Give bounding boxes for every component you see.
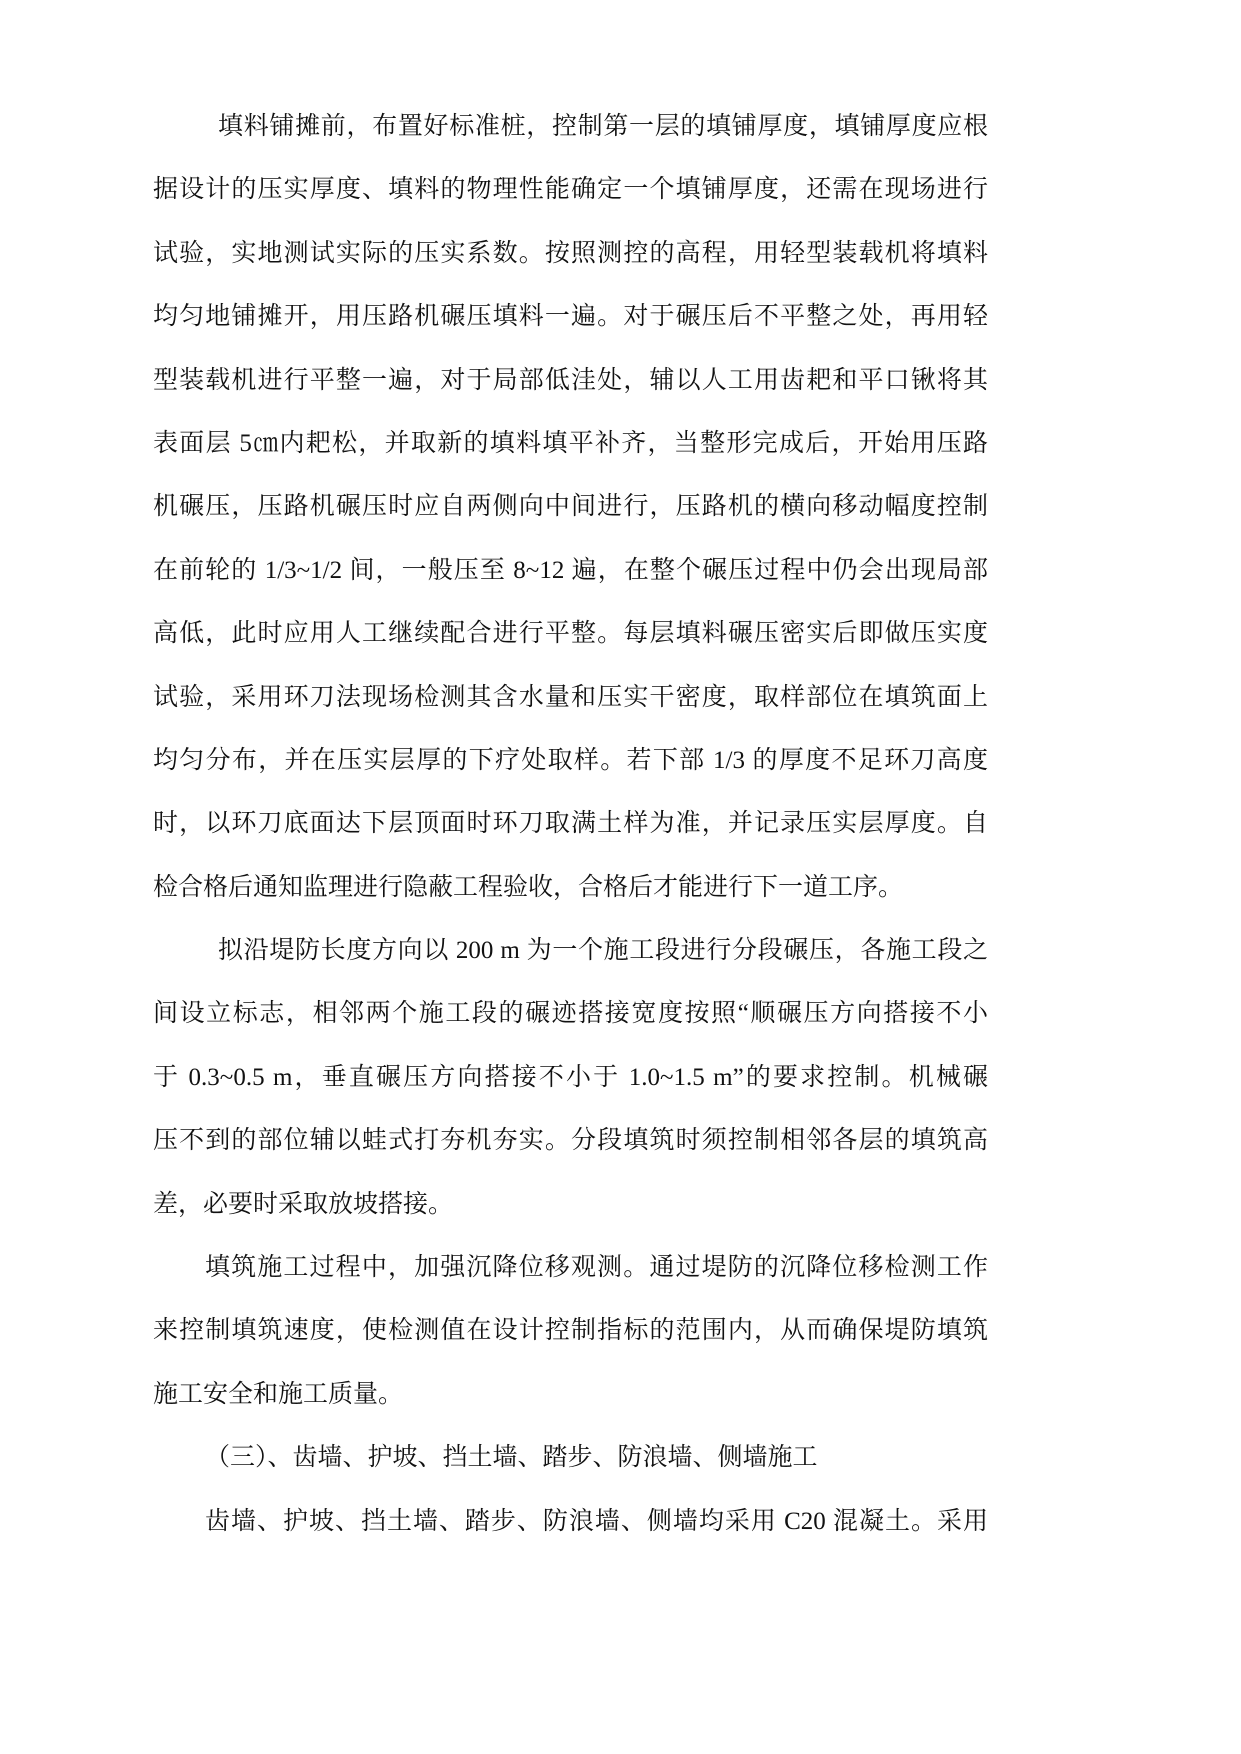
text-line: 间设立标志，相邻两个施工段的碾迹搭接宽度按照“顺碾压方向搭接不小 [153,1000,988,1028]
text-line: 齿墙、护坡、挡土墙、踏步、防浪墙、侧墙均采用 C20 混凝土。采用 [205,1507,988,1535]
text-line: 检合格后通知监理进行隐蔽工程验收，合格后才能进行下一道工序。 [153,873,904,901]
section-heading [153,1426,988,1489]
text-line: 机碾压，压路机碾压时应自两侧向中间进行，压路机的横向移动幅度控制 [153,493,988,521]
text-line: 表面层 5㎝内耙松，并取新的填料填平补齐，当整形完成后，开始用压路 [153,429,988,457]
text-line: 来控制填筑速度，使检测值在设计控制指标的范围内，从而确保堤防填筑 [153,1317,988,1345]
text-line: 均匀分布，并在压实层厚的下疗处取样。若下部 1/3 的厚度不足环刀高度 [153,746,988,774]
text-line: 型装载机进行平整一遍，对于局部低洼处，辅以人工用齿耙和平口锹将其 [153,366,988,394]
text-line: 于 0.3~0.5 m，垂直碾压方向搭接不小于 1.0~1.5 m”的要求控制。机械碾 [153,1063,988,1091]
text-line: 填料铺摊前，布置好标准桩，控制第一层的填铺厚度，填铺厚度应根 [218,113,988,140]
text-line: 差，必要时采取放坡搭接。 [153,1190,454,1218]
text-line: 压不到的部位辅以蛙式打夯机夯实。分段填筑时须控制相邻各层的填筑高 [153,1127,988,1155]
text-line: 拟沿堤防长度方向以 200 m 为一个施工段进行分段碾压，各施工段之 [218,937,988,965]
text-line: 施工安全和施工质量。 [153,1380,404,1408]
text-line: 据设计的压实厚度、填料的物理性能确定一个填铺厚度，还需在现场进行 [153,176,988,204]
text-line: 均匀地铺摊开，用压路机碾压填料一遍。对于碾压后不平整之处，再用轻 [153,303,988,331]
text-line: 试验，采用环刀法现场检测其含水量和压实干密度，取样部位在填筑面上 [153,683,988,711]
paragraph [153,919,988,1236]
text-line: 在前轮的 1/3~1/2 间，一般压至 8~12 遍，在整个碾压过程中仍会出现局部 [153,556,988,584]
text-line: 试验，实地测试实际的压实系数。按照测控的高程，用轻型装载机将填料 [153,239,988,267]
paragraph [153,1490,988,1553]
text-line: （三）、齿墙、护坡、挡土墙、踏步、防浪墙、侧墙施工 [205,1444,818,1472]
document-page [153,95,988,1553]
paragraph [153,1236,988,1426]
text-line: 高低，此时应用人工继续配合进行平整。每层填料碾压密实后即做压实度 [153,620,988,648]
text-line: 填筑施工过程中，加强沉降位移观测。通过堤防的沉降位移检测工作 [205,1254,988,1282]
text-line: 时，以环刀底面达下层顶面时环刀取满土样为准，并记录压实层厚度。自 [153,810,988,838]
paragraph [153,95,988,919]
